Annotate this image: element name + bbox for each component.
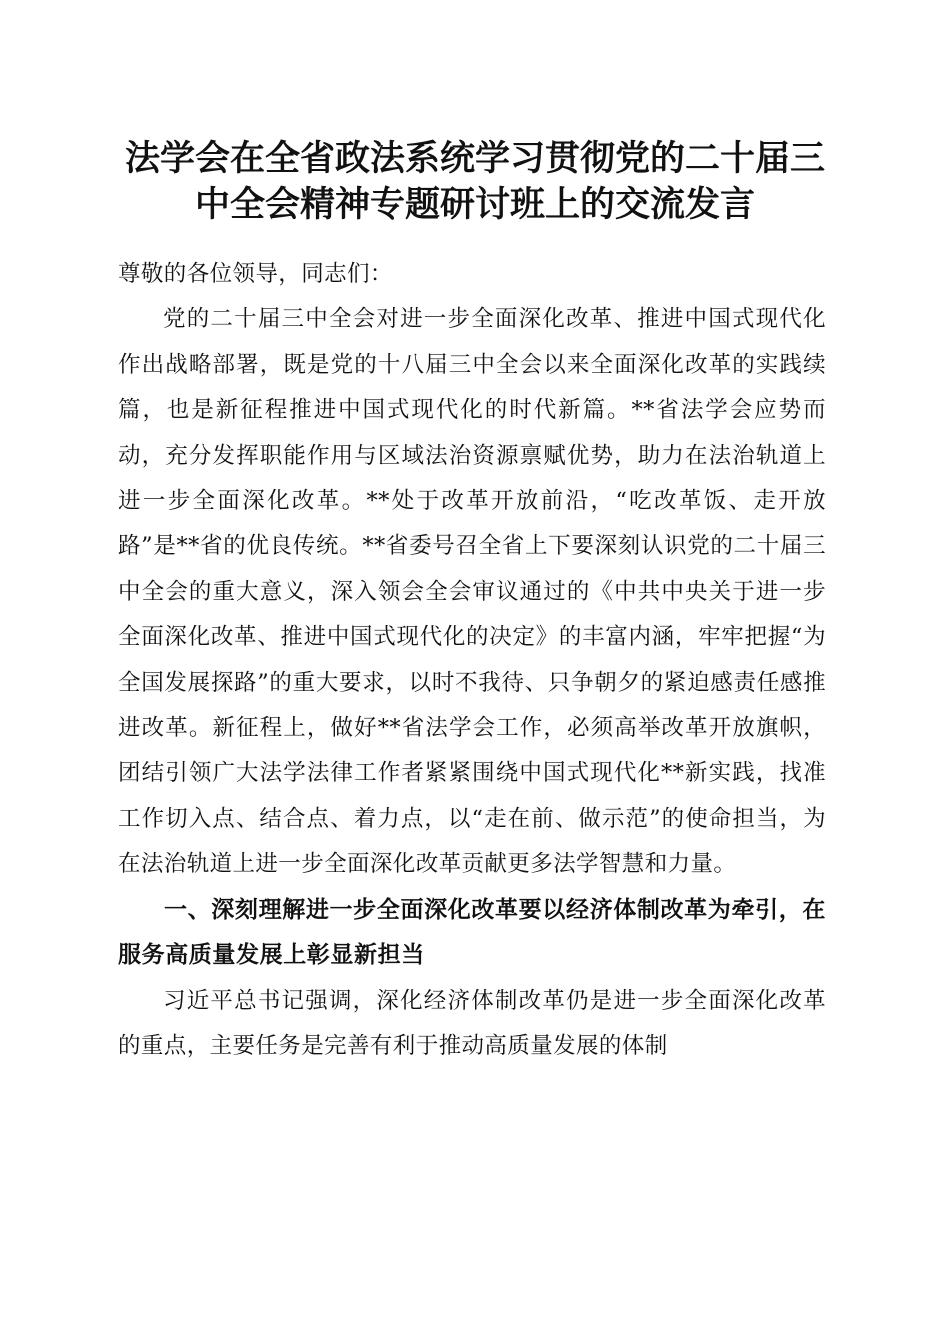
title-line-1: 法学会在全省政法系统学习贯彻党的二十届三 [124, 138, 825, 179]
section-paragraph: 习近平总书记强调，深化经济体制改革仍是进一步全面深化改革的重点，主要任务是完善有利于推动高质量发展的体制 [118, 987, 826, 1059]
intro-paragraph: 党的二十届三中全会对进一步全面深化改革、推进中国式现代化作出战略部署，既是党的十八届三中全会以来全面深化改革的实践续篇，也是新征程推进中国式现代化的时代新篇。**省法学会应势而动，充分发挥职能作用与区域法治资源禀赋优势，助力在法治轨道上进一步全面深化改革。**处于改革开放前沿，“吃改革饭、走开放路”是**省的优良传统。**省委号召全省上下要深刻认识党的二十届三中全会的重大意义，深入领会全会审议通过的《中共中央关于进一步全面深化改革、推进中国式现代化的决定》的丰富内涵，牢牢把握“为全国发展探路”的重大要求，以时不我待、只争朝夕的紧迫感责任感推进改革。新征程上，做好**省法学会工作，必须高举改革开放旗帜，团结引领广大法学法律工作者紧紧围绕中国式现代化**新实践，找准工作切入点、结合点、着力点，以“走在前、做示范”的使命担当，为在法治轨道上进一步全面深化改革贡献更多法学智慧和力量。 [118, 306, 826, 878]
document-title [100, 136, 850, 228]
document-body [118, 252, 826, 1069]
section-heading: 一、深刻理解进一步全面深化改革要以经济体制改革为牵引，在服务高质量发展上彰显新担当 [118, 896, 826, 969]
salutation: 尊敬的各位领导，同志们： [118, 261, 393, 287]
title-line-2: 中全会精神专题研讨班上的交流发言 [194, 184, 755, 225]
